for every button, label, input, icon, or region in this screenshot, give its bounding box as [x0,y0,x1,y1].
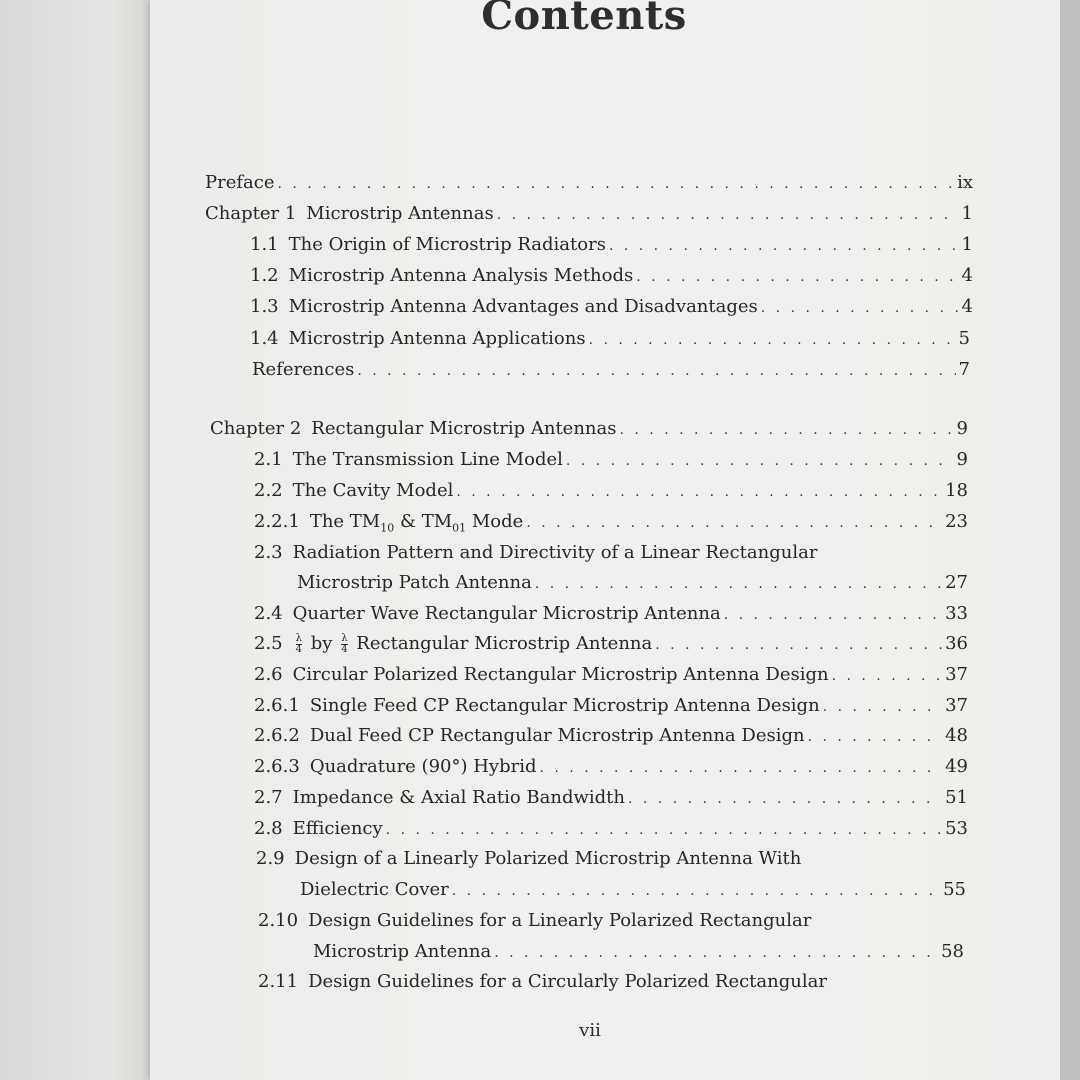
dot-leader [535,573,942,595]
toc-entry-page: ix [957,172,973,193]
toc-entry-text: Design of a Linearly Polarized Microstrip Antenna With [294,848,802,869]
toc-entry-number: 2.6 [254,664,283,685]
dot-leader [452,880,940,902]
dot-leader [808,726,943,748]
toc-entry-number: 1.1 [250,234,279,255]
dot-leader [636,266,958,288]
dot-leader [655,634,942,656]
dot-leader [724,604,942,626]
toc-entry-number: 2.6.3 [254,756,300,777]
toc-entry-text: Quadrature (90°) Hybrid [309,756,537,777]
toc-entry-text: Rectangular Microstrip Antennas [311,418,617,439]
toc-entry-2-7 [254,787,968,810]
toc-entry-number: Chapter 1 [205,203,297,224]
dot-leader [832,665,943,687]
toc-entry-2-11 [258,971,827,993]
toc-entry-2-9-line1 [256,848,801,870]
dot-leader [456,481,942,503]
toc-text-part: by [310,633,333,654]
toc-entry-text: Quarter Wave Rectangular Microstrip Antenna [292,603,721,624]
toc-entry-page: 58 [941,941,964,962]
dot-leader [494,942,938,964]
toc-entry-text: The Cavity Model [292,480,454,501]
toc-entry-text: The Origin of Microstrip Radiators [288,234,606,255]
toc-entry-1-3 [250,296,973,319]
toc-entry-text: Radiation Pattern and Directivity of a Linear Rectangular [292,542,818,563]
toc-entry-2-8 [254,818,968,841]
toc-entry-page: 18 [945,480,968,501]
toc-entry-text [310,511,524,540]
toc-entry-2-2 [254,480,968,503]
dot-leader [278,173,955,195]
toc-entry-number: 2.9 [256,848,285,869]
toc-entry-chapter-2 [210,418,968,441]
toc-entry-text [293,633,653,655]
toc-entry-number: 2.11 [258,971,299,992]
toc-entry-text: Dual Feed CP Rectangular Microstrip Antenna Design [309,725,805,746]
toc-entry-number: 2.1 [254,449,283,470]
dot-leader [589,329,956,351]
toc-entry-page: 4 [961,296,973,317]
toc-entry-2-6-2 [254,725,968,748]
toc-entry-text: Microstrip Antenna Analysis Methods [288,265,634,286]
page-number: vii [579,1020,601,1041]
toc-entry-2-2-1 [254,511,968,540]
toc-entry-number: 2.3 [254,542,283,563]
toc-entry-page: 53 [945,818,968,839]
toc-entry-text: The Transmission Line Model [292,449,563,470]
page-title: Contents [481,0,687,39]
toc-entry-2-10-line1 [258,910,811,932]
toc-entry-2-5 [254,633,968,656]
toc-entry-text-continued: Microstrip Patch Antenna [297,572,532,593]
toc-entry-page: 9 [956,418,968,439]
toc-entry-page: 1 [961,203,973,224]
toc-entry-page: 5 [958,328,970,349]
dot-leader [609,235,959,257]
toc-entry-number: 2.6.2 [254,725,300,746]
toc-entry-number: 2.2 [254,480,283,501]
dot-leader [761,297,959,319]
toc-entry-page: 9 [956,449,968,470]
toc-entry-text-continued: Dielectric Cover [300,879,449,900]
toc-entry-number: 2.7 [254,787,283,808]
toc-entry-number: 1.3 [250,296,279,317]
dot-leader [566,450,954,472]
toc-entry-number: 2.5 [254,633,283,654]
toc-entry-number: 1.4 [250,328,279,349]
toc-entry-2-6 [254,664,968,687]
toc-entry-text: Impedance & Axial Ratio Bandwidth [292,787,625,808]
toc-entry-2-9 [300,879,966,902]
dot-leader [620,419,954,441]
toc-entry-1-4 [250,328,970,351]
toc-entry-page: 37 [945,664,968,685]
toc-entry-text: References [252,359,355,380]
toc-entry-number: 2.2.1 [254,511,300,532]
toc-entry-number: 2.8 [254,818,283,839]
dot-leader [357,360,955,382]
toc-entry-text: Design Guidelines for a Circularly Polarized Rectangular [308,971,827,992]
toc-entry-2-3-line1 [254,542,817,564]
dot-leader [540,757,943,779]
dot-leader [526,512,942,534]
toc-entry-text: Design Guidelines for a Linearly Polarized Rectangular [308,910,812,931]
toc-entry-chapter-1 [205,203,973,226]
toc-entry-page: 27 [945,572,968,593]
toc-entry-text: Microstrip Antenna Advantages and Disadvantages [288,296,758,317]
fraction-lambda-over-4: $\frac{\lambda}{4}$ [341,632,348,655]
dot-leader [386,819,942,841]
toc-entry-2-6-1 [254,695,968,718]
toc-entry-text: Preface [205,172,275,193]
toc-entry-text: Single Feed CP Rectangular Microstrip Antenna Design [309,695,820,716]
toc-entry-text-continued: Microstrip Antenna [313,941,492,962]
toc-text-part: The TM [309,511,381,532]
dot-leader [823,696,942,718]
fraction-lambda-over-4: $\frac{\lambda}{4}$ [295,632,303,655]
toc-entry-2-6-3 [254,756,968,779]
toc-entry-text: Efficiency [292,818,383,839]
dot-leader [628,788,942,810]
toc-entry-2-1 [254,449,968,472]
toc-text-part: Rectangular Microstrip Antenna [356,633,653,654]
toc-subscript: 10 [380,521,395,535]
toc-text-part: & TM [394,511,453,532]
toc-entry-number: 2.4 [254,603,283,624]
toc-entry-page: 48 [945,725,968,746]
dot-leader [497,204,959,226]
toc-entry-preface [205,172,973,195]
toc-entry-references [252,359,970,382]
toc-entry-page: 23 [945,511,968,532]
toc-entry-page: 51 [945,787,968,808]
toc-entry-page: 37 [945,695,968,716]
toc-entry-text: Circular Polarized Rectangular Microstrip Antenna Design [292,664,829,685]
toc-entry-text: Microstrip Antenna Applications [288,328,586,349]
toc-entry-page: 49 [945,756,968,777]
toc-entry-number: 2.10 [258,910,299,931]
toc-entry-number: 2.6.1 [254,695,300,716]
toc-entry-number: 1.2 [250,265,279,286]
toc-entry-page: 33 [945,603,968,624]
toc-entry-2-4 [254,603,968,626]
toc-text-part: Mode [466,511,524,532]
toc-entry-2-3 [297,572,968,595]
toc-entry-1-1 [250,234,973,257]
toc-entry-number: Chapter 2 [210,418,302,439]
toc-entry-2-10 [313,941,964,964]
toc-entry-1-2 [250,265,973,288]
toc-entry-page: 7 [958,359,970,380]
toc-subscript: 01 [452,521,467,535]
toc-entry-text: Microstrip Antennas [306,203,494,224]
toc-entry-page: 55 [943,879,966,900]
toc-entry-page: 1 [961,234,973,255]
toc-entry-page: 36 [945,633,968,654]
toc-entry-page: 4 [961,265,973,286]
